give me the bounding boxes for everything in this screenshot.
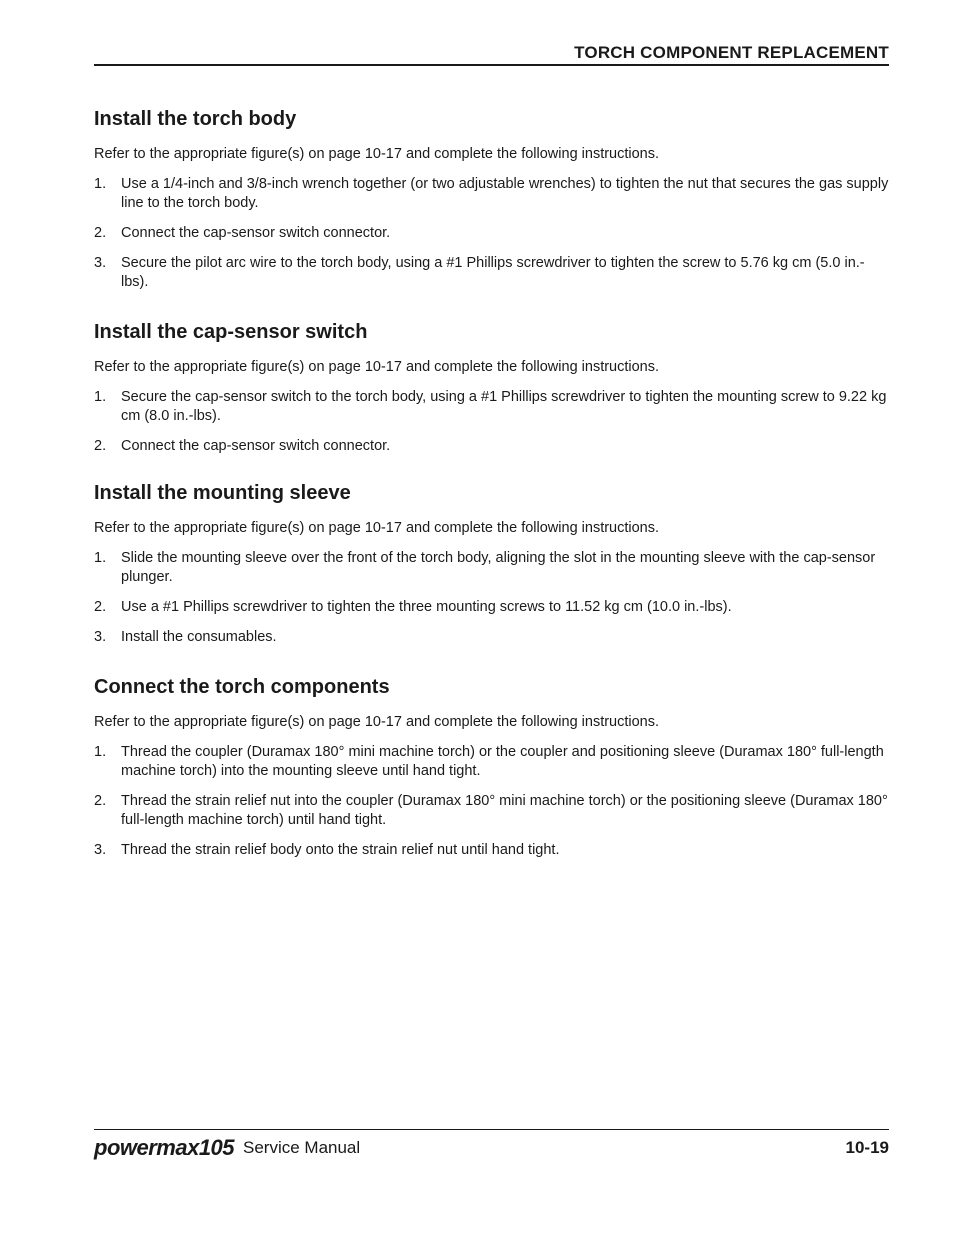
step-list <box>94 743 889 860</box>
step-item <box>94 841 889 860</box>
step-text: Connect the cap-sensor switch connector. <box>121 438 391 454</box>
step-item <box>94 598 889 617</box>
step-text: Use a 1/4-inch and 3/8-inch wrench together (or two adjustable wrenches) to tighten the nut that secures the gas supply line to the torch body. <box>121 176 889 211</box>
step-item <box>94 388 889 426</box>
step-text: Thread the strain relief body onto the strain relief nut until hand tight. <box>121 842 560 858</box>
section-intro: Refer to the appropriate figure(s) on page 10-17 and complete the following instructions. <box>94 714 660 730</box>
section-intro: Refer to the appropriate figure(s) on page 10-17 and complete the following instructions. <box>94 146 660 162</box>
step-text: Secure the pilot arc wire to the torch body, using a #1 Phillips screwdriver to tighten the screw to 5.76 kg cm (5.0 in.-lbs). <box>121 255 865 290</box>
manual-title: Service Manual <box>243 1138 361 1157</box>
running-header-title: TORCH COMPONENT REPLACEMENT <box>574 43 889 62</box>
step-item <box>94 254 889 292</box>
step-number: 2. <box>94 225 107 241</box>
step-text: Thread the coupler (Duramax 180° mini machine torch) or the coupler and positioning sleeve (Duramax 180° full-length machine torch) into the mounting sleeve until hand tight. <box>121 744 884 779</box>
step-list <box>94 388 889 456</box>
step-text: Secure the cap-sensor switch to the torch body, using a #1 Phillips screwdriver to tighten the mounting screw to 9.22 kg cm (8.0 in.-lbs). <box>121 389 887 424</box>
step-text: Thread the strain relief nut into the coupler (Duramax 180° mini machine torch) or the positioning sleeve (Duramax 180° full-length machine torch) until hand tight. <box>121 793 888 828</box>
section-intro: Refer to the appropriate figure(s) on page 10-17 and complete the following instructions. <box>94 520 660 536</box>
step-number: 3. <box>94 842 107 858</box>
step-number: 3. <box>94 629 107 645</box>
step-number: 1. <box>94 176 107 192</box>
product-logo: powermax105 <box>94 1135 235 1160</box>
step-list <box>94 175 889 292</box>
section-heading: Install the mounting sleeve <box>94 482 351 504</box>
step-number: 2. <box>94 793 107 809</box>
step-text: Slide the mounting sleeve over the front of the torch body, aligning the slot in the mounting sleeve with the cap-sensor plunger. <box>121 550 876 585</box>
step-item <box>94 224 889 243</box>
step-item <box>94 743 889 781</box>
section-install-cap-sensor-switch <box>94 320 889 467</box>
step-item <box>94 437 889 456</box>
step-text: Use a #1 Phillips screwdriver to tighten the three mounting screws to 11.52 kg cm (10.0 in.-lbs). <box>121 599 732 615</box>
step-number: 2. <box>94 438 107 454</box>
step-number: 1. <box>94 550 107 566</box>
section-install-torch-body <box>94 107 889 303</box>
step-list <box>94 549 889 647</box>
page-number: 10-19 <box>845 1138 889 1157</box>
step-number: 1. <box>94 389 107 405</box>
step-text: Connect the cap-sensor switch connector. <box>121 225 391 241</box>
step-item <box>94 792 889 830</box>
step-number: 1. <box>94 744 107 760</box>
footer-divider <box>94 1129 889 1130</box>
section-heading: Install the cap-sensor switch <box>94 321 368 343</box>
step-item <box>94 175 889 213</box>
section-install-mounting-sleeve <box>94 481 889 658</box>
section-connect-torch-components <box>94 675 889 871</box>
section-intro: Refer to the appropriate figure(s) on page 10-17 and complete the following instructions. <box>94 359 660 375</box>
section-heading: Connect the torch components <box>94 676 390 698</box>
section-heading: Install the torch body <box>94 108 297 130</box>
step-item <box>94 549 889 587</box>
step-number: 3. <box>94 255 107 271</box>
step-item <box>94 628 889 647</box>
step-text: Install the consumables. <box>121 629 277 645</box>
header-divider <box>94 64 889 66</box>
step-number: 2. <box>94 599 107 615</box>
